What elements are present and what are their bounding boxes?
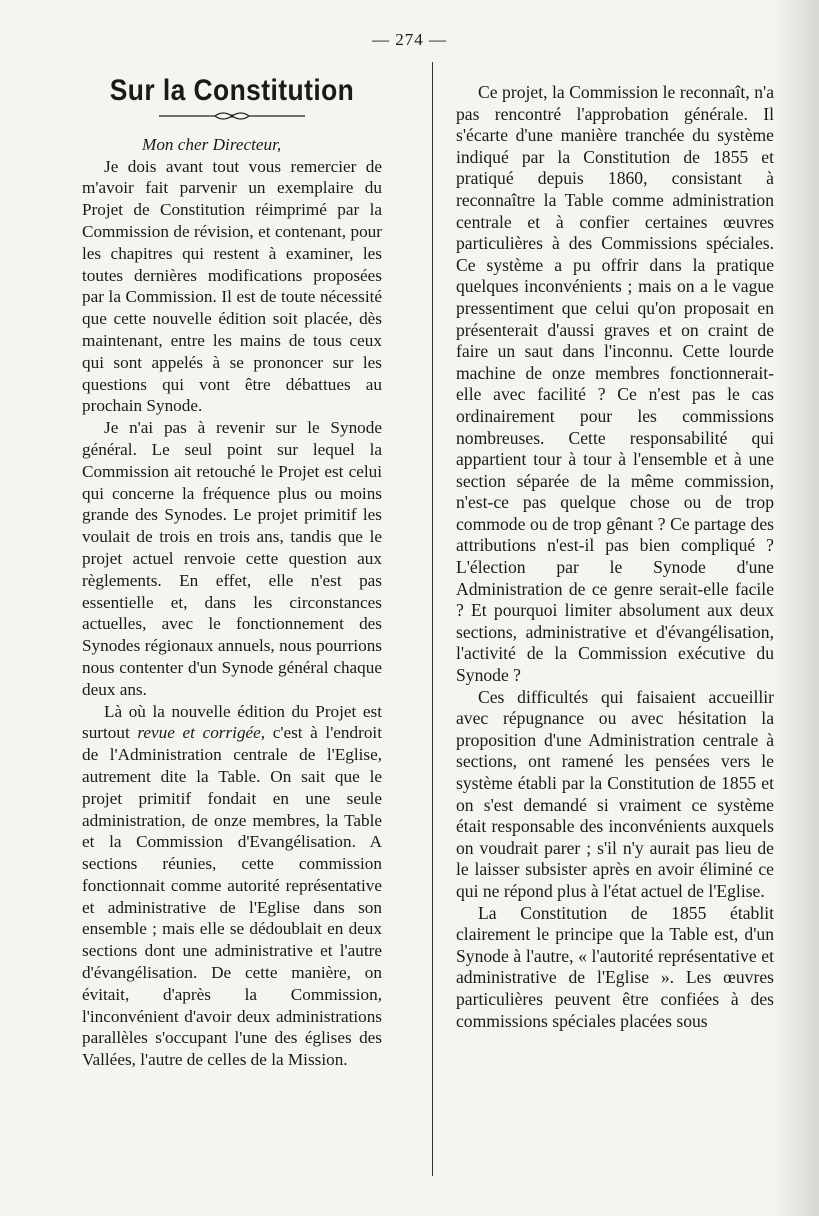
- paragraph-1: Je dois avant tout vous remercier de m'avoir fait parvenir un exemplaire du Projet de Constitution réimprimé par la Commission de révision, et contenant, pour les chapitres qui restent à examiner, les toutes dernières modifications proposées par la Commission. Il est de toute nécessité que cette nouvelle édition soit placée, dès maintenant, entre les mains de tous ceux qui sont appelés à se prononcer sur les questions qui vont être débattues au prochain Synode.: [82, 156, 382, 416]
- paragraph-3: [82, 701, 382, 1072]
- column-divider: [432, 62, 433, 1176]
- paragraph-4: Ce projet, la Commission le reconnaît, n'a pas rencontré l'approbation générale. Il s'écarte d'une manière tranchée du système indiqué par la Constitution de 1855 et pratiqué depuis 1860, consistant à reconnaître la Table comme administration centrale et à confier certaines œuvres particulières à des Commissions spéciales. Ce système a pu offrir dans la pratique quelques inconvénients ; mais on a le vague pressentiment que celui qu'on proposait en présenterait d'aussi graves et on craint de faire un saut dans l'inconnu. Cette lourde machine de onze membres fonctionnerait-elle avec facilité ? Ce n'est pas le cas ordinairement pour les commissions nombreuses. Cette responsabilité qui appartient tour à tour à l'ensemble et à une section séparée de la même commission, n'est-ce pas quelque chose ou de trop commode ou de trop gênant ? Ce partage des attributions n'est-il pas bien compliqué ? L'élection par le Synode d'une Administration de ce genre serait-elle facile ? Et pourquoi limiter absolument aux deux sections, administrative et d'évangélisation, l'activité de la Commission exécutive du Synode ?: [456, 82, 774, 686]
- page-edge-shadow: [774, 0, 819, 1216]
- paragraph-2: Je n'ai pas à revenir sur le Synode général. Le seul point sur lequel la Commission ait retouché le Projet est celui qui concerne la fréquence plus ou moins grande des Synodes. Le projet primitif les voulait de trois en trois ans, tandis que le projet actuel renvoie cette question aux règlements. En effet, elle n'est pas essentielle et, dans les circonstances actuelles, avec le fonctionnement des Synodes régionaux annuels, nous pourrions nous contenter d'un Synode général chaque deux ans.: [82, 418, 382, 699]
- left-column: [82, 74, 382, 1071]
- salutation: Mon cher Directeur,: [142, 134, 282, 154]
- title-ornament-icon: [157, 110, 307, 122]
- article-title: Sur la Constitution: [109, 74, 355, 107]
- paragraph-3-start: Là où la nouvelle édition du Projet est surtout: [82, 701, 382, 743]
- page-number: — 274 —: [372, 30, 447, 49]
- paragraph-5: Ces difficultés qui faisaient accueillir avec répugnance ou avec hésitation la proposition d'une Administration centrale à sections, ont ramené les pensées vers le système établi par la Constitution de 1855 et on s'est demandé si vraiment ce système était responsable des inconvénients auxquels on voudrait parer ; s'il n'y aurait pas lieu de le laisser subsister après en avoir éliminé ce qui ne répond plus à l'état actuel de l'Eglise.: [456, 686, 774, 901]
- paragraph-3-end: c'est à l'endroit de l'Administration centrale de l'Eglise, autrement dite la Table. On sait que le projet primitif fondait en une seule administration, de onze membres, la Table et la Commission d'Evangélisation. A sections réunies, cette commission fonctionnait comme autorité représentative et administrative de l'Eglise dans son ensemble ; mais elle se dédoublait en deux sections dont une administrative et l'autre d'évangélisation. De cette manière, on évitait, d'après la Commission, l'inconvénient d'avoir deux administrations parallèles s'occupant l'une des églises des Vallées, l'autre de celles de la Mission.: [82, 723, 382, 1070]
- emphasis-text: revue et corrigée,: [137, 723, 266, 743]
- paragraph-6: La Constitution de 1855 établit clairement le principe que la Table est, d'un Synode à l'autre, « l'autorité représentative et administrative de l'Eglise ». Les œuvres particulières peuvent être confiées à des commissions spéciales placées sous: [456, 902, 774, 1031]
- right-column: [456, 82, 774, 1032]
